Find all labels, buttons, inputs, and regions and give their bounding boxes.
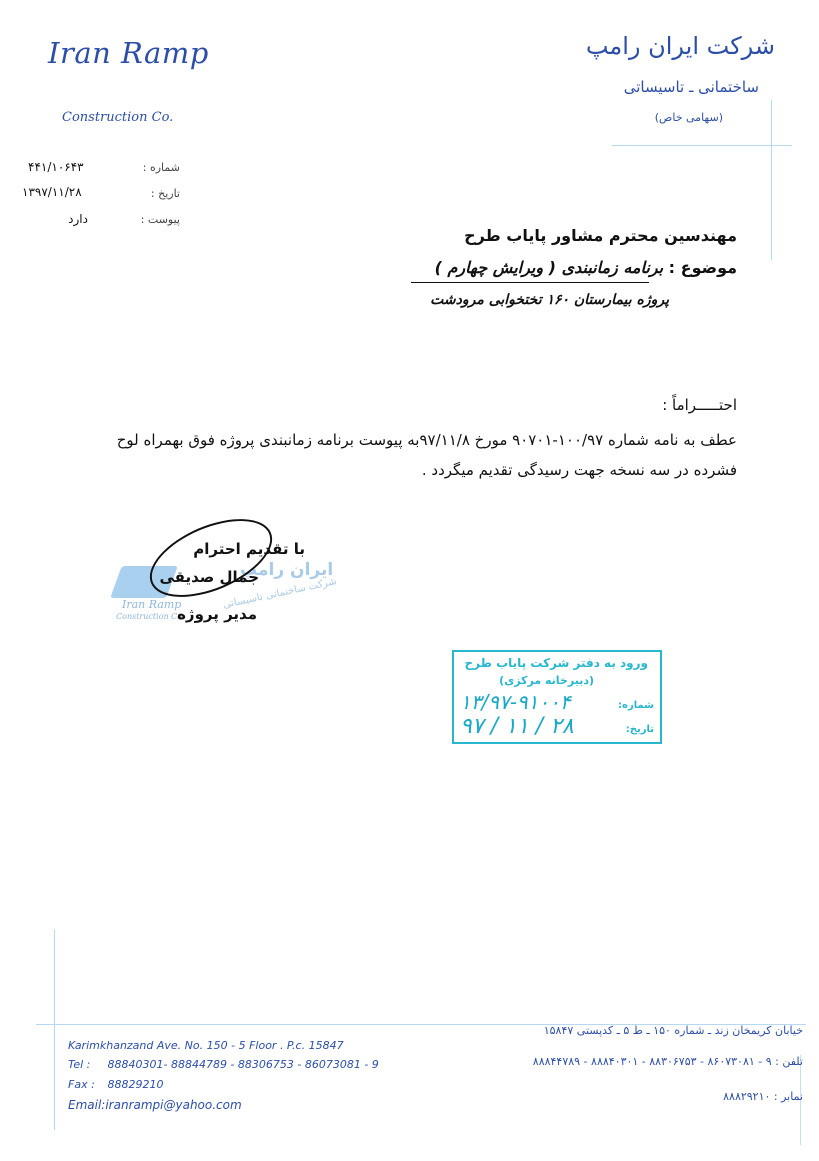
addressee: مهندسین محترم مشاور پایاب طرح <box>464 226 737 245</box>
company-logo-en-subtitle: Construction Co. <box>62 110 174 125</box>
decorative-line <box>612 145 792 146</box>
signatory-name: جمال صدیقی <box>159 568 259 586</box>
attachment-value: دارد <box>68 212 88 226</box>
receipt-stamp <box>452 650 662 744</box>
subject-label: موضوع : <box>668 258 737 277</box>
number-label: شماره : <box>142 161 180 174</box>
signature-regards: با تقدیم احترام <box>193 540 305 558</box>
footer-email: Email:iranrampi@yahoo.com <box>68 1098 242 1112</box>
decorative-line <box>771 100 772 260</box>
receipt-stamp-date-value: ۹۷ / ۱۱ / ۲۸ <box>460 714 574 739</box>
receipt-stamp-number-label: شماره: <box>618 700 654 711</box>
footer-fax-value: 88829210 <box>107 1078 164 1091</box>
company-logo-en: Iran Ramp <box>48 36 209 70</box>
company-stamp-name-en: Iran Ramp <box>122 598 182 611</box>
greeting: احتـــــراماً : <box>662 396 737 414</box>
signatory-title: مدیر پروژه <box>177 605 257 623</box>
footer-tel-en <box>68 1058 379 1071</box>
footer-address-fa: خیابان کریمخان زند ـ شماره ۱۵۰ ـ ط ۵ ـ کدپستی ۱۵۸۴۷ <box>543 1024 803 1037</box>
subject-value: برنامه زمانبندی ( ویرایش چهارم ) <box>434 258 664 277</box>
receipt-stamp-number-value: ۱۳/۹۷-۹۱۰۰۴ <box>460 690 571 714</box>
footer-fax-label: Fax : <box>68 1078 95 1091</box>
body-paragraph: عطف به نامه شماره ۱۰۰/۹۷-۹۰۷۰۱ مورخ ۹۷/۱۱/۸به پیوست برنامه زمانبندی پروژه فوق بهمراه لوح فشرده در سه نسخه جهت رسیدگی تقدیم میگردد . <box>116 431 737 479</box>
company-stamp-subtitle: شرکت ساختمانی تاسیساتی <box>222 576 338 611</box>
company-stamp-name: ایران رامپ <box>240 560 334 580</box>
receipt-stamp-date-label: تاریخ: <box>625 724 654 735</box>
company-stamp-subtitle-en: Construction Co. <box>116 612 185 621</box>
company-logo-fa-subtitle: ساختمانی ـ تاسیساتی <box>623 78 759 96</box>
footer-fax-fa: نمابر : ۸۸۸۲۹۲۱۰ <box>723 1090 803 1103</box>
subject-line <box>435 258 737 277</box>
footer-tel-label: Tel : <box>68 1058 91 1071</box>
company-type-label: (سهامی خاص) <box>654 111 723 124</box>
subject-underline <box>411 282 649 283</box>
footer-fax-en <box>68 1078 164 1091</box>
receipt-stamp-subtitle: (دبیرخانه مرکزی) <box>499 674 594 687</box>
footer-tel-value: 88840301- 88844789 - 88306753 - 86073081 - 9 <box>107 1058 379 1071</box>
project-name: پروژه بیمارستان ۱۶۰ تختخوابی مرودشت <box>430 292 669 308</box>
date-value: ۱۳۹۷/۱۱/۲۸ <box>22 185 82 199</box>
footer-address-en: Karimkhanzand Ave. No. 150 - 5 Floor . P.c. 15847 <box>68 1039 344 1052</box>
footer-tel-fa: تلفن : ۹ - ۸۶۰۷۳۰۸۱ - ۸۸۳۰۶۷۵۳ - ۸۸۸۴۰۳۰۱ - ۸۸۸۴۴۷۸۹ <box>532 1055 803 1068</box>
receipt-stamp-title: ورود به دفتر شرکت پایاب طرح <box>464 656 648 670</box>
company-logo-fa: شرکت ایران رامپ <box>585 32 775 60</box>
decorative-line <box>54 930 55 1130</box>
number-value: ۴۴۱/۱۰۶۴۳ <box>28 160 84 174</box>
attachment-label: پیوست : <box>140 213 180 226</box>
date-label: تاریخ : <box>150 187 180 200</box>
